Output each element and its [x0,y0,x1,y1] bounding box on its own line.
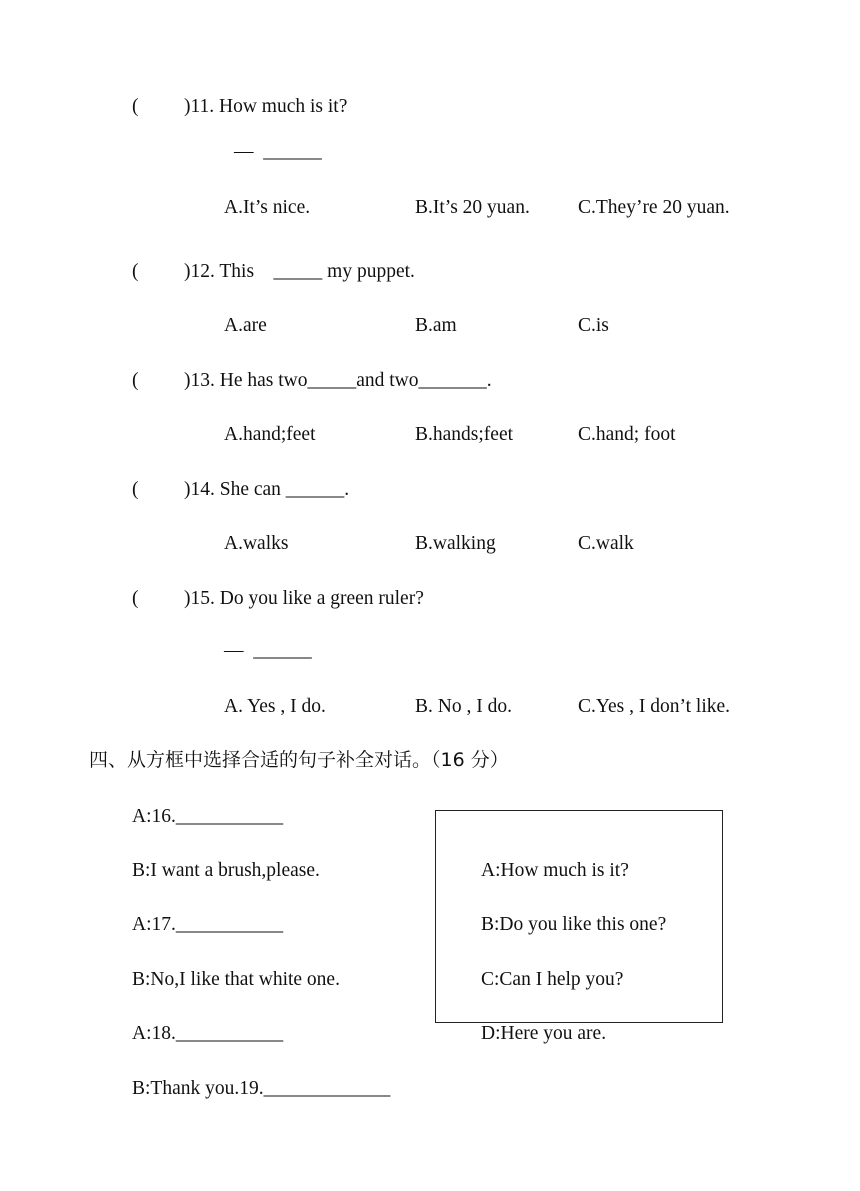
choice-d: D:Here you are. [481,1023,607,1044]
choice-c: C:Can I help you? [481,969,624,990]
q12-option-b: B.am [415,315,457,336]
q12-option-c: C.is [578,315,609,336]
q15-option-c: C.Yes , I don’t like. [578,696,731,717]
q13-paren: ( [132,370,139,391]
choice-a: A:How much is it? [481,860,629,881]
q13-stem: )13. He has two_____and two_______. [184,370,492,391]
dialogue-line-b1: B:I want a brush,please. [132,860,320,881]
dialogue-line-19: B:Thank you.19._____________ [132,1078,391,1099]
q11-option-a: A.It’s nice. [224,197,311,218]
choice-b: B:Do you like this one? [481,914,667,935]
q13-option-a: A.hand;feet [224,424,316,445]
q12-paren: ( [132,261,139,282]
q11-paren: ( [132,96,139,117]
q15-option-a: A. Yes , I do. [224,696,326,717]
dialogue-line-18: A:18.___________ [132,1023,284,1044]
q13-option-c: C.hand; foot [578,424,676,445]
dialogue-line-17: A:17.___________ [132,914,284,935]
q12-stem: )12. This _____ my puppet. [184,261,415,282]
q15-paren: ( [132,588,139,609]
q11-option-c: C.They’re 20 yuan. [578,197,730,218]
q14-paren: ( [132,479,139,500]
section4-heading: 四、从方框中选择合适的句子补全对话。（16 分） [89,749,509,771]
dialogue-line-16: A:16.___________ [132,806,284,827]
q14-option-c: C.walk [578,533,634,554]
q15-option-b: B. No , I do. [415,696,512,717]
q14-option-a: A.walks [224,533,289,554]
q11-stem: )11. How much is it? [184,96,348,117]
q11-option-b: B.It’s 20 yuan. [415,197,530,218]
q15-stem: )15. Do you like a green ruler? [184,588,424,609]
q15-response: — ______ [224,640,312,661]
q13-option-b: B.hands;feet [415,424,514,445]
q12-option-a: A.are [224,315,267,336]
q11-response: — ______ [234,141,322,162]
q14-option-b: B.walking [415,533,496,554]
q14-stem: )14. She can ______. [184,479,350,500]
dialogue-line-b2: B:No,I like that white one. [132,969,340,990]
